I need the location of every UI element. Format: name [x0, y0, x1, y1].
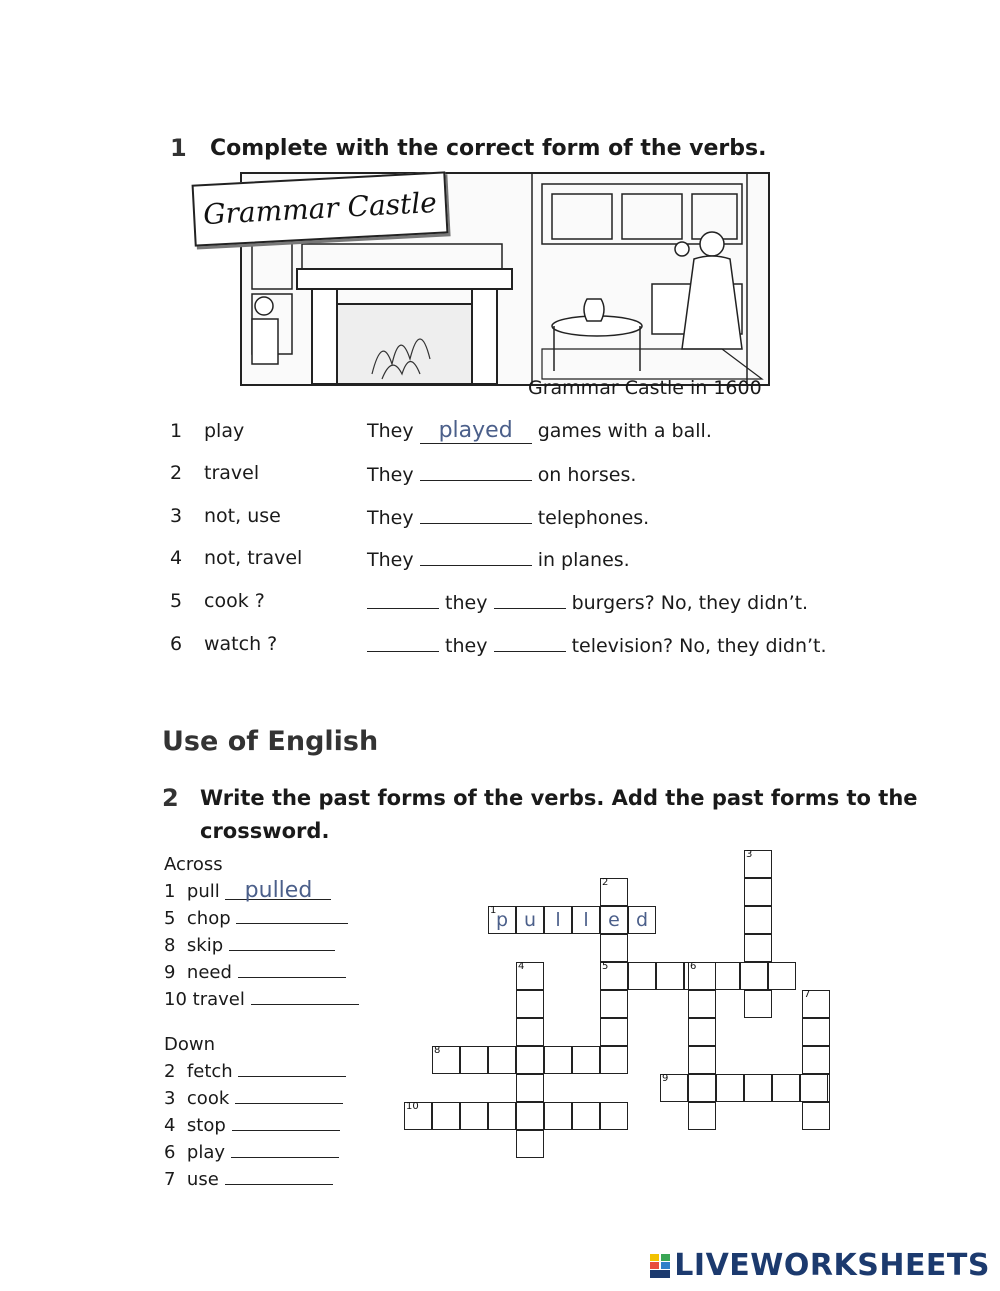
sentence-subject: they — [445, 592, 488, 614]
exercise-2-instruction-line2: crossword. — [200, 819, 330, 843]
exercise-1-number: 1 — [170, 134, 187, 162]
crossword-cell[interactable] — [740, 962, 768, 990]
crossword-cell[interactable] — [716, 1074, 744, 1102]
crossword-cell[interactable] — [432, 1102, 460, 1130]
cell-number: 3 — [746, 849, 753, 860]
answer-blank[interactable] — [420, 458, 532, 481]
crossword-cell[interactable] — [488, 1046, 516, 1074]
section-title: Use of English — [162, 726, 379, 757]
crossword-cell[interactable] — [432, 1046, 460, 1074]
crossword-cell[interactable] — [516, 1018, 544, 1046]
question-number: 4 — [170, 547, 183, 569]
illustration-caption: Grammar Castle in 1600 — [528, 377, 762, 399]
crossword-cell[interactable] — [544, 1046, 572, 1074]
down-clue — [164, 1112, 346, 1139]
clue-verb: pull — [186, 881, 220, 902]
sentence-subject: They — [367, 420, 414, 442]
crossword-cell[interactable] — [488, 906, 516, 934]
crossword-cell[interactable] — [460, 1102, 488, 1130]
sentence-subject: They — [367, 464, 414, 486]
exercise-2-instruction-line1: Write the past forms of the verbs. Add the past forms to the — [200, 786, 918, 810]
across-clue — [164, 878, 359, 905]
crossword-cell[interactable] — [572, 1046, 600, 1074]
crossword-cell[interactable] — [516, 1046, 544, 1074]
clue-verb: fetch — [186, 1061, 233, 1082]
sentence-rest: games with a ball. — [537, 420, 712, 442]
clue-number: 1 — [164, 881, 176, 902]
cell-number: 8 — [434, 1045, 441, 1056]
across-clue — [164, 932, 359, 959]
exercise-2-number: 2 — [162, 784, 179, 812]
sentence-rest: burgers? No, they didn’t. — [571, 592, 809, 614]
answer-blank-aux[interactable] — [367, 586, 439, 609]
crossword-cell[interactable] — [688, 1046, 716, 1074]
question-sentence — [367, 501, 649, 533]
crossword-cell[interactable] — [688, 962, 716, 990]
crossword-cell[interactable] — [688, 1102, 716, 1130]
clue-number: 7 — [164, 1169, 176, 1190]
crossword-cell[interactable] — [516, 1130, 544, 1158]
liveworksheets-logo-icon — [650, 1251, 670, 1275]
answer-blank[interactable] — [251, 986, 359, 1005]
across-clue — [164, 959, 359, 986]
clue-verb: use — [186, 1169, 219, 1190]
liveworksheets-logo — [650, 1248, 990, 1283]
clue-verb: skip — [186, 935, 224, 956]
cell-letter: u — [523, 909, 537, 931]
question-sentence — [367, 543, 630, 575]
clue-number: 4 — [164, 1115, 176, 1136]
crossword-cell[interactable] — [628, 906, 656, 934]
answer-blank[interactable] — [232, 1112, 340, 1131]
crossword-cell[interactable] — [600, 1018, 628, 1046]
answer-blank[interactable] — [235, 1085, 343, 1104]
across-clues — [164, 851, 359, 1013]
crossword-cell[interactable] — [800, 1074, 828, 1102]
crossword-cell[interactable] — [572, 1102, 600, 1130]
crossword-cell[interactable] — [688, 990, 716, 1018]
cell-number: 5 — [602, 961, 609, 972]
crossword-cell[interactable] — [600, 906, 628, 934]
crossword-cell[interactable] — [744, 850, 772, 878]
crossword-cell[interactable] — [656, 962, 684, 990]
sentence-subject: they — [445, 635, 488, 657]
answer-blank[interactable] — [238, 959, 346, 978]
clue-number: 6 — [164, 1142, 176, 1163]
crossword-cell[interactable] — [600, 962, 628, 990]
crossword-cell[interactable] — [516, 1074, 544, 1102]
cell-letter: l — [555, 909, 561, 931]
answer-blank-verb[interactable] — [494, 586, 566, 609]
question-number: 3 — [170, 505, 183, 527]
logo-text: LIVEWORKSHEETS — [674, 1248, 990, 1283]
answer-blank[interactable] — [420, 501, 532, 524]
question-verb: not, travel — [204, 547, 303, 569]
cell-number: 7 — [804, 989, 811, 1000]
crossword-cell[interactable] — [772, 1074, 800, 1102]
crossword-cell[interactable] — [744, 990, 772, 1018]
crossword-cell[interactable] — [516, 1102, 544, 1130]
sentence-rest: in planes. — [537, 549, 630, 571]
crossword-cell[interactable] — [600, 934, 628, 962]
crossword-cell[interactable] — [516, 990, 544, 1018]
crossword-cell[interactable] — [802, 990, 830, 1018]
down-heading: Down — [164, 1034, 216, 1055]
crossword-cell[interactable] — [516, 962, 544, 990]
answer-blank-verb[interactable] — [494, 629, 566, 652]
crossword-cell[interactable] — [544, 1102, 572, 1130]
crossword-cell[interactable] — [802, 1046, 830, 1074]
clue-verb: travel — [192, 989, 245, 1010]
clue-number: 2 — [164, 1061, 176, 1082]
down-clues — [164, 1031, 346, 1193]
clue-number: 8 — [164, 935, 176, 956]
crossword-cell[interactable] — [404, 1102, 432, 1130]
cell-letter: d — [635, 909, 649, 931]
sentence-rest: telephones. — [537, 507, 650, 529]
question-number: 6 — [170, 633, 183, 655]
clue-verb: need — [186, 962, 232, 983]
sentence-rest: on horses. — [537, 464, 637, 486]
clue-number: 10 — [164, 989, 187, 1010]
answer-blank-aux[interactable] — [367, 629, 439, 652]
cell-number: 10 — [406, 1101, 419, 1112]
crossword-cell[interactable] — [744, 878, 772, 906]
crossword-cell[interactable] — [600, 878, 628, 906]
question-sentence — [367, 458, 636, 490]
clue-verb: chop — [186, 908, 231, 929]
question-sentence — [367, 629, 827, 661]
cell-number: 2 — [602, 877, 609, 888]
cell-number: 6 — [690, 961, 697, 972]
cell-letter: l — [583, 909, 589, 931]
crossword-cell[interactable] — [744, 934, 772, 962]
question-sentence — [367, 586, 808, 618]
crossword-cell[interactable] — [712, 962, 740, 990]
clue-number: 3 — [164, 1088, 176, 1109]
crossword-cell[interactable] — [516, 906, 544, 934]
question-number: 2 — [170, 462, 183, 484]
sentence-subject: They — [367, 507, 414, 529]
exercise-1-instruction: Complete with the correct form of the verbs. — [210, 136, 767, 161]
crossword-cell[interactable] — [600, 1046, 628, 1074]
clue-verb: cook — [186, 1088, 230, 1109]
question-number: 1 — [170, 420, 183, 442]
clue-number: 9 — [164, 962, 176, 983]
grammar-castle-sign: Grammar Castle — [192, 171, 449, 246]
cell-number: 4 — [518, 961, 525, 972]
answer-blank[interactable] — [231, 1139, 339, 1158]
answer-blank[interactable] — [225, 1166, 333, 1185]
cell-letter: p — [495, 909, 509, 931]
answer-blank[interactable]: pulled — [225, 881, 331, 900]
clue-verb: play — [186, 1142, 226, 1163]
question-verb: play — [204, 420, 245, 442]
down-clue — [164, 1058, 346, 1085]
question-verb: watch ? — [204, 633, 278, 655]
crossword-cell[interactable] — [600, 990, 628, 1018]
crossword-cell[interactable] — [768, 962, 796, 990]
answer-blank[interactable] — [229, 932, 335, 951]
down-clue — [164, 1166, 346, 1193]
answer-blank[interactable] — [236, 905, 348, 924]
sentence-subject: They — [367, 549, 414, 571]
across-clue — [164, 905, 359, 932]
crossword-cell[interactable] — [460, 1046, 488, 1074]
across-heading: Across — [164, 854, 223, 875]
crossword-cell[interactable] — [744, 1074, 772, 1102]
question-number: 5 — [170, 590, 183, 612]
crossword-cell[interactable] — [660, 1074, 688, 1102]
crossword-cell[interactable] — [628, 962, 656, 990]
crossword-cell[interactable] — [544, 906, 572, 934]
crossword-cell[interactable] — [744, 906, 772, 934]
across-clue — [164, 986, 359, 1013]
cell-number: 1 — [490, 905, 497, 916]
answer-blank[interactable] — [420, 543, 532, 566]
crossword-cell[interactable] — [802, 1018, 830, 1046]
down-clue — [164, 1139, 346, 1166]
answer-blank[interactable]: played — [420, 421, 532, 444]
sentence-rest: television? No, they didn’t. — [571, 635, 827, 657]
answer-blank[interactable] — [238, 1058, 346, 1077]
clue-number: 5 — [164, 908, 176, 929]
crossword-cell[interactable] — [488, 1102, 516, 1130]
crossword-cell[interactable] — [802, 1102, 830, 1130]
question-verb: travel — [204, 462, 260, 484]
question-verb: not, use — [204, 505, 281, 527]
crossword-cell[interactable] — [688, 1074, 716, 1102]
crossword-cell[interactable] — [688, 1018, 716, 1046]
cell-number: 9 — [662, 1073, 669, 1084]
clue-verb: stop — [186, 1115, 226, 1136]
question-verb: cook ? — [204, 590, 265, 612]
cell-letter: e — [608, 909, 620, 931]
crossword-cell[interactable] — [600, 1102, 628, 1130]
crossword-cell[interactable] — [572, 906, 600, 934]
question-sentence — [367, 416, 712, 446]
down-clue — [164, 1085, 346, 1112]
